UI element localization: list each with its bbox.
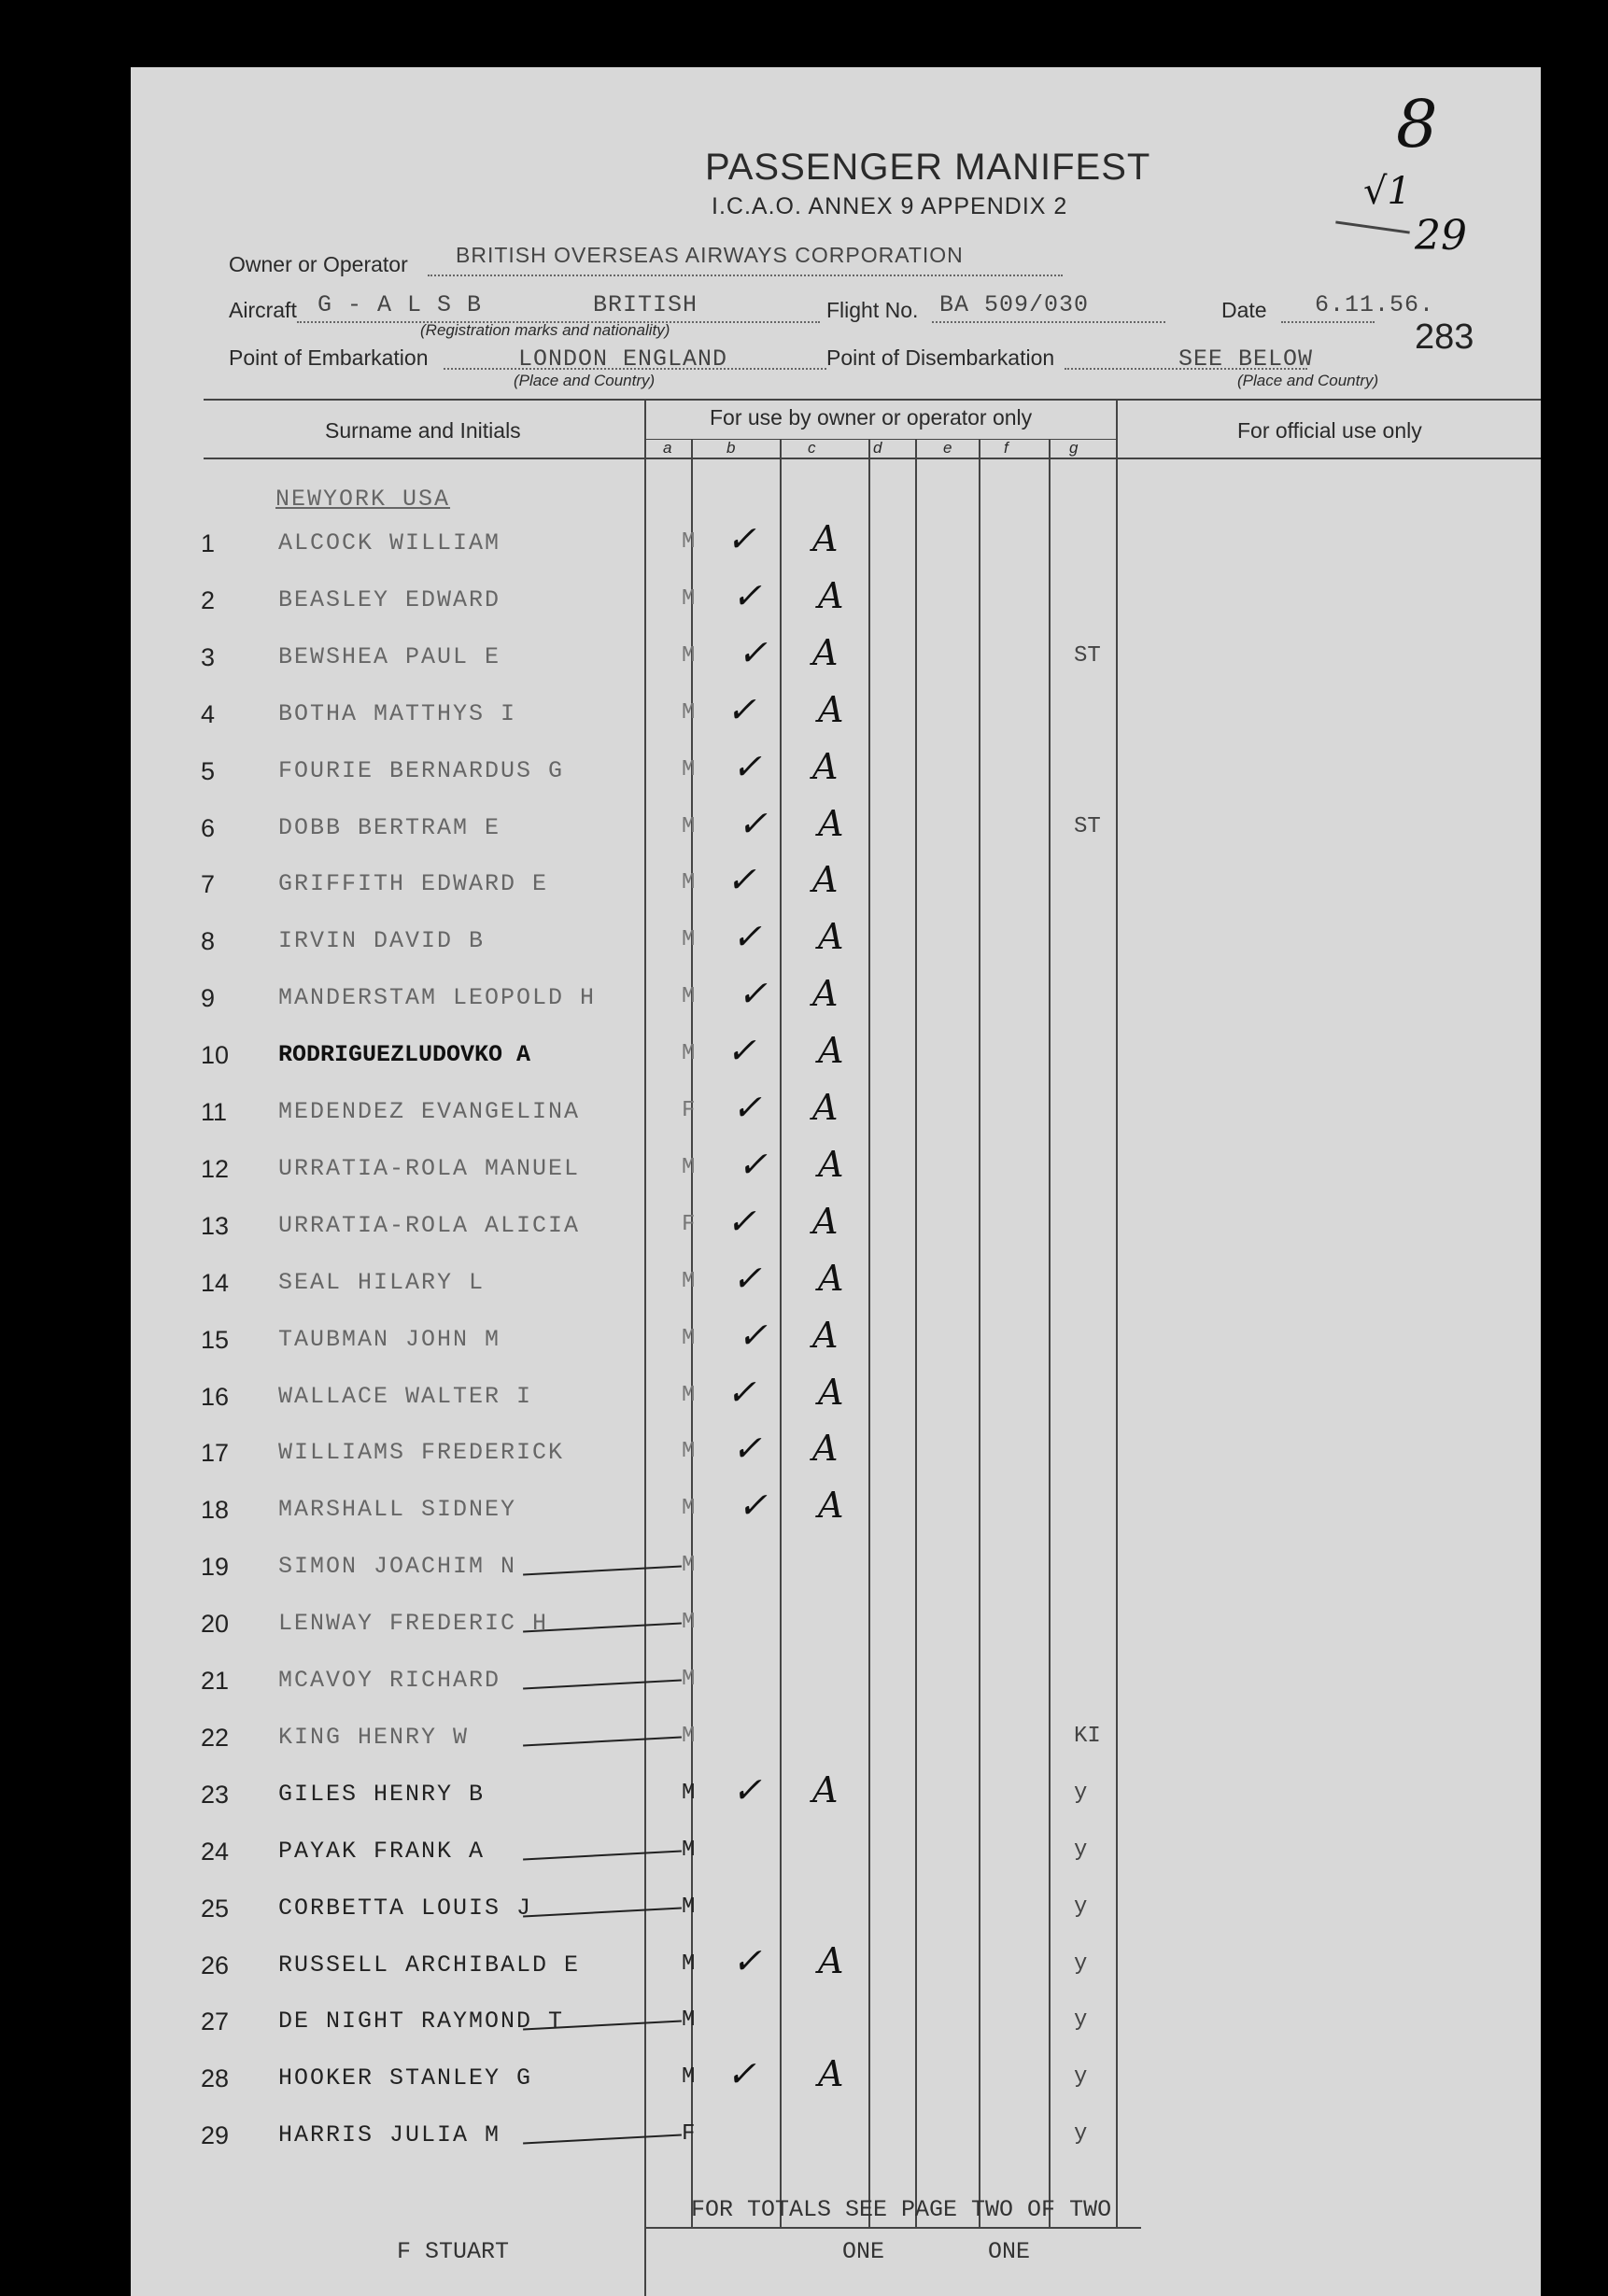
row-note: KI	[1074, 1724, 1101, 1749]
admission-mark: A	[812, 1769, 839, 1810]
row-note: y	[1074, 1951, 1088, 1977]
manifest-page	[131, 67, 1541, 2296]
subcolumn-label-f: f	[1004, 439, 1009, 457]
check-mark: ✓	[726, 689, 756, 730]
passenger-name: GILES HENRY B	[278, 1781, 486, 1808]
check-mark: ✓	[732, 1940, 762, 1981]
passenger-name: BEASLEY EDWARD	[278, 586, 501, 613]
passenger-sex: M	[682, 586, 696, 612]
passenger-name: FOURIE BERNARDUS G	[278, 757, 565, 784]
passenger-name: CORBETTA LOUIS J	[278, 1895, 533, 1922]
passenger-sex: M	[682, 1326, 696, 1351]
embarkation-label: Point of Embarkation	[229, 345, 429, 370]
passenger-sex: M	[682, 1439, 696, 1464]
row-number: 15	[201, 1326, 230, 1354]
page-count-word-2: ONE	[988, 2238, 1031, 2265]
strike-line	[523, 1908, 682, 1918]
subcolumn-label-d: d	[873, 439, 882, 457]
subcolumn-label-c: c	[808, 439, 816, 457]
passenger-name: SEAL HILARY L	[278, 1269, 486, 1296]
passenger-sex: M	[682, 757, 696, 782]
check-mark: ✓	[732, 1258, 762, 1299]
row-note: y	[1074, 2121, 1088, 2147]
disembarkation-sublabel: (Place and Country)	[1237, 372, 1379, 389]
admission-mark: A	[818, 2053, 844, 2094]
signature: F STUART	[397, 2238, 510, 2265]
passenger-sex: M	[682, 700, 696, 725]
aircraft-nationality: BRITISH	[593, 291, 698, 318]
passenger-name: DOBB BERTRAM E	[278, 814, 501, 841]
subcolumn-divider-c	[868, 439, 870, 2227]
check-mark: ✓	[732, 1769, 762, 1810]
row-number: 14	[201, 1269, 230, 1297]
passenger-sex: M	[682, 1667, 696, 1692]
passenger-sex: M	[682, 643, 696, 669]
strike-line	[523, 1851, 682, 1861]
row-number: 11	[201, 1098, 228, 1126]
admission-mark: A	[812, 1315, 839, 1356]
subcolumn-divider-f	[1049, 439, 1051, 2227]
admission-mark: A	[818, 689, 844, 730]
disembarkation-value: SEE BELOW	[1178, 345, 1314, 373]
date-value: 6.11.56.	[1315, 291, 1435, 318]
column-divider-name	[644, 399, 646, 2296]
check-mark: ✓	[738, 1485, 768, 1526]
check-mark: ✓	[726, 1201, 756, 1242]
passenger-sex: M	[682, 1269, 696, 1294]
row-note: y	[1074, 1895, 1088, 1920]
aircraft-label: Aircraft	[229, 298, 297, 322]
passenger-name: BOTHA MATTHYS I	[278, 700, 517, 727]
column-header-name: Surname and Initials	[325, 418, 521, 443]
admission-mark: A	[812, 859, 839, 900]
passenger-name: TAUBMAN JOHN M	[278, 1326, 501, 1353]
passenger-name: SIMON JOACHIM N	[278, 1553, 517, 1580]
subcolumn-divider-d	[915, 439, 917, 2227]
aircraft-registration: G - A L S B	[317, 291, 483, 318]
admission-mark: A	[818, 1258, 844, 1299]
row-note: ST	[1074, 643, 1101, 669]
row-number: 20	[201, 1610, 230, 1638]
row-note: y	[1074, 2064, 1088, 2090]
subcolumn-label-b: b	[726, 439, 736, 457]
subcolumn-label-g: g	[1069, 439, 1079, 457]
passenger-name: ALCOCK WILLIAM	[278, 529, 501, 556]
strike-line	[523, 2134, 682, 2145]
table-bottom-rule	[646, 2227, 1141, 2229]
passenger-sex: M	[682, 1951, 696, 1977]
passenger-sex: F	[682, 2121, 696, 2147]
row-number: 25	[201, 1895, 230, 1923]
passenger-sex: F	[682, 1212, 696, 1237]
passenger-name: HARRIS JULIA M	[278, 2121, 501, 2148]
passenger-name: WALLACE WALTER I	[278, 1383, 533, 1410]
row-number: 4	[201, 700, 216, 728]
admission-mark: A	[818, 916, 844, 957]
handwritten-fraction-top: √1	[1363, 170, 1411, 213]
embarkation-sublabel: (Place and Country)	[514, 372, 656, 389]
row-number: 2	[201, 586, 216, 614]
passenger-sex: M	[682, 1383, 696, 1408]
admission-mark: A	[818, 1030, 844, 1071]
passenger-name: PAYAK FRANK A	[278, 1838, 486, 1865]
passenger-name: MEDENDEZ EVANGELINA	[278, 1098, 581, 1125]
passenger-sex: M	[682, 2007, 696, 2033]
subcolumn-divider-b	[780, 439, 782, 2227]
check-mark: ✓	[732, 575, 762, 616]
passenger-name: IRVIN DAVID B	[278, 927, 486, 954]
admission-mark: A	[818, 1940, 844, 1981]
row-number: 3	[201, 643, 216, 671]
row-number: 27	[201, 2007, 230, 2035]
passenger-name: MANDERSTAM LEOPOLD H	[278, 984, 597, 1011]
check-mark: ✓	[738, 1144, 768, 1185]
check-mark: ✓	[726, 1030, 756, 1071]
passenger-sex: M	[682, 927, 696, 952]
column-divider-official	[1116, 399, 1118, 2227]
flight-label: Flight No.	[826, 298, 919, 322]
table-top-rule	[204, 399, 1541, 401]
passenger-name: RUSSELL ARCHIBALD E	[278, 1951, 581, 1979]
row-number: 21	[201, 1667, 230, 1695]
passenger-name: HOOKER STANLEY G	[278, 2064, 533, 2092]
admission-mark: A	[818, 575, 844, 616]
row-number: 17	[201, 1439, 230, 1467]
row-number: 6	[201, 814, 216, 842]
row-number: 26	[201, 1951, 230, 1979]
owner-label: Owner or Operator	[229, 252, 408, 276]
passenger-name: URRATIA-ROLA ALICIA	[278, 1212, 581, 1239]
row-number: 8	[201, 927, 216, 955]
row-number: 9	[201, 984, 216, 1012]
passenger-sex: M	[682, 1496, 696, 1521]
handwritten-fraction-bar	[1335, 220, 1410, 233]
column-header-official: For official use only	[1237, 418, 1422, 443]
check-mark: ✓	[738, 632, 768, 673]
passenger-sex: M	[682, 1041, 696, 1066]
admission-mark: A	[812, 1087, 839, 1128]
aircraft-sublabel: (Registration marks and nationality)	[420, 321, 670, 339]
column-header-operator: For use by owner or operator only	[710, 405, 1033, 430]
date-label: Date	[1221, 298, 1267, 322]
admission-mark: A	[818, 1372, 844, 1413]
disembarkation-label: Point of Disembarkation	[826, 345, 1055, 370]
page-count-word: ONE	[842, 2238, 885, 2265]
admission-mark: A	[812, 1428, 839, 1469]
manifest-subtitle: I.C.A.O. ANNEX 9 APPENDIX 2	[712, 193, 1068, 219]
subcolumn-divider-e	[979, 439, 980, 2227]
check-mark: ✓	[726, 1372, 756, 1413]
row-note: y	[1074, 2007, 1088, 2033]
check-mark: ✓	[738, 803, 768, 844]
row-number: 18	[201, 1496, 230, 1524]
row-note: y	[1074, 1838, 1088, 1863]
check-mark: ✓	[732, 1428, 762, 1469]
admission-mark: A	[812, 1201, 839, 1242]
admission-mark: A	[812, 518, 839, 559]
row-number: 23	[201, 1781, 230, 1809]
strike-line	[523, 1680, 682, 1690]
passenger-sex: M	[682, 1155, 696, 1180]
row-number: 1	[201, 529, 216, 557]
row-number: 13	[201, 1212, 230, 1240]
owner-value: BRITISH OVERSEAS AIRWAYS CORPORATION	[456, 243, 964, 267]
row-number: 10	[201, 1041, 230, 1069]
passenger-name: MARSHALL SIDNEY	[278, 1496, 517, 1523]
subcolumn-label-a: a	[663, 439, 672, 457]
passenger-sex: M	[682, 1895, 696, 1920]
row-note: y	[1074, 1781, 1088, 1806]
table-header-rule	[204, 458, 1541, 459]
date-dotted-line	[1281, 321, 1375, 323]
passenger-name: MCAVOY RICHARD	[278, 1667, 501, 1694]
admission-mark: A	[812, 746, 839, 787]
passenger-sex: M	[682, 2064, 696, 2090]
admission-mark: A	[818, 1485, 844, 1526]
row-note: ST	[1074, 814, 1101, 839]
destination-heading: NEWYORK USA	[275, 486, 451, 513]
admission-mark: A	[812, 973, 839, 1014]
passenger-sex: M	[682, 1781, 696, 1806]
passenger-sex: M	[682, 1610, 696, 1635]
passenger-name: URRATIA-ROLA MANUEL	[278, 1155, 581, 1182]
row-number: 29	[201, 2121, 230, 2149]
check-mark: ✓	[726, 518, 756, 559]
passenger-sex: M	[682, 984, 696, 1009]
owner-dotted-line	[428, 275, 1063, 276]
passenger-name: RODRIGUEZLUDOVKO A	[278, 1041, 531, 1068]
row-number: 16	[201, 1383, 230, 1411]
embarkation-value: LONDON ENGLAND	[518, 345, 728, 373]
flight-dotted-line	[932, 321, 1165, 323]
row-number: 24	[201, 1838, 230, 1866]
passenger-sex: M	[682, 1724, 696, 1749]
passenger-name: KING HENRY W	[278, 1724, 470, 1751]
check-mark: ✓	[738, 1315, 768, 1356]
row-number: 5	[201, 757, 216, 785]
row-number: 22	[201, 1724, 230, 1752]
handwritten-fraction-bottom: 29	[1415, 212, 1467, 260]
passenger-sex: M	[682, 529, 696, 555]
totals-note: FOR TOTALS SEE PAGE TWO OF TWO	[691, 2196, 1112, 2223]
check-mark: ✓	[732, 1087, 762, 1128]
check-mark: ✓	[726, 2053, 756, 2094]
passenger-sex: M	[682, 1838, 696, 1863]
row-number: 19	[201, 1553, 230, 1581]
strike-line	[523, 1737, 682, 1747]
check-mark: ✓	[726, 859, 756, 900]
manifest-title: PASSENGER MANIFEST	[705, 147, 1151, 188]
check-mark: ✓	[738, 973, 768, 1014]
page-number-stamp: 283	[1415, 317, 1474, 357]
flight-number: BA 509/030	[939, 291, 1090, 318]
passenger-name: BEWSHEA PAUL E	[278, 643, 501, 670]
handwritten-number: 8	[1396, 86, 1438, 162]
row-number: 28	[201, 2064, 230, 2092]
passenger-name: LENWAY FREDERIC H	[278, 1610, 549, 1637]
row-number: 12	[201, 1155, 230, 1183]
passenger-sex: M	[682, 814, 696, 839]
check-mark: ✓	[732, 916, 762, 957]
passenger-name: DE NIGHT RAYMOND T	[278, 2007, 565, 2035]
passenger-sex: F	[682, 1098, 696, 1123]
passenger-name: GRIFFITH EDWARD E	[278, 870, 549, 897]
passenger-sex: M	[682, 1553, 696, 1578]
passenger-sex: M	[682, 870, 696, 895]
admission-mark: A	[818, 803, 844, 844]
subcolumn-label-e: e	[943, 439, 952, 457]
row-number: 7	[201, 870, 216, 898]
admission-mark: A	[812, 632, 839, 673]
strike-line	[523, 1566, 682, 1576]
check-mark: ✓	[732, 746, 762, 787]
passenger-name: WILLIAMS FREDERICK	[278, 1439, 565, 1466]
admission-mark: A	[818, 1144, 844, 1185]
